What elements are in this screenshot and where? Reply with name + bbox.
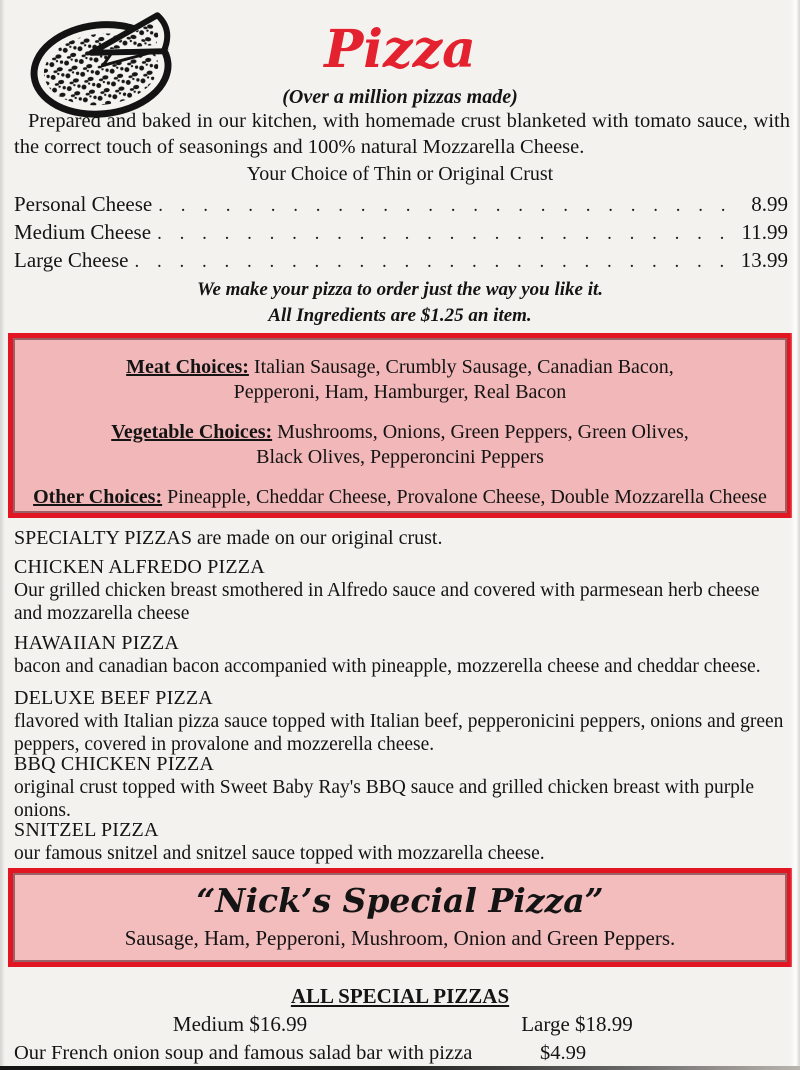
scan-edge-left	[0, 0, 5, 1070]
item-price: 8.99	[751, 192, 788, 216]
specialty-item-snitzel	[14, 819, 790, 865]
choice-items: Pineapple, Cheddar Cheese, Provalone Cheese, Double Mozzarella Cheese	[167, 486, 767, 508]
choice-label-vegetable: Vegetable Choices:	[111, 421, 273, 443]
specialty-description: Our grilled chicken breast smothered in Alfredo sauce and covered with parmesean herb cheese and mozzarella cheese	[14, 580, 760, 624]
nicks-special-box	[8, 868, 792, 967]
choice-items: Mushrooms, Onions, Green Peppers, Green Olives,	[277, 421, 689, 443]
choice-label-other: Other Choices:	[33, 486, 163, 508]
medium-special-price: Medium $16.99	[172, 1012, 308, 1036]
specialty-name: DELUXE BEEF PIZZA	[14, 687, 213, 709]
choice-line: Black Olives, Pepperoncini Peppers	[256, 446, 544, 468]
soup-salad-line	[0, 1042, 800, 1068]
item-name: Medium Cheese	[14, 220, 152, 244]
price-row-large-cheese	[14, 248, 788, 276]
specialty-description: our famous snitzel and snitzel sauce topped with mozzarella cheese.	[14, 843, 545, 864]
choice-group-other	[13, 485, 787, 510]
choice-line	[13, 420, 787, 445]
specialty-name: HAWAIIAN PIZZA	[14, 632, 180, 654]
item-name: Personal Cheese	[14, 192, 153, 216]
dot-leader	[158, 195, 728, 217]
specialty-item-deluxe-beef	[14, 687, 790, 756]
item-name: Large Cheese	[14, 248, 129, 272]
nicks-special-toppings: Sausage, Ham, Pepperoni, Mushroom, Onion and Green Peppers.	[124, 926, 676, 950]
page-title: Pizza	[324, 19, 476, 80]
choice-line	[13, 485, 787, 510]
page-subtitle: (Over a million pizzas made)	[282, 86, 518, 108]
scan-edge-bottom	[0, 1066, 800, 1070]
price-row-medium-cheese	[14, 220, 788, 248]
cheese-price-list	[14, 192, 788, 276]
choice-line: Pepperoni, Ham, Hamburger, Real Bacon	[233, 381, 567, 403]
dot-leader	[134, 251, 728, 273]
order-notes	[0, 277, 800, 329]
intro-paragraph: Prepared and baked in our kitchen, with homemade crust blanketed with tomato sauce, with the correct touch of seasonings and 100% natural Mozzarella Cheese.	[14, 110, 790, 158]
soup-salad-price: $4.99	[540, 1042, 587, 1064]
specialty-item-bbq-chicken	[14, 753, 790, 822]
choice-items: Italian Sausage, Crumbly Sausage, Canadian Bacon,	[253, 356, 674, 378]
large-special-price: Large $18.99	[521, 1012, 633, 1036]
item-price: 13.99	[740, 248, 788, 272]
soup-salad-label: Our French onion soup and famous salad bar with pizza	[14, 1042, 473, 1064]
scan-edge-right	[790, 0, 800, 1070]
nicks-special-title: “Nick’s Special Pizza”	[196, 881, 604, 920]
specialty-name: BBQ CHICKEN PIZZA	[14, 753, 215, 775]
item-price: 11.99	[741, 220, 788, 244]
price-row-personal-cheese	[14, 192, 788, 220]
specialty-description: flavored with Italian pizza sauce topped with Italian beef, pepperonicini peppers, onions and green peppers, covered in provalone and mozzerella cheese.	[14, 711, 784, 755]
specialty-intro: SPECIALTY PIZZAS are made on our original crust.	[14, 527, 443, 549]
specialty-item-chicken-alfredo	[14, 556, 790, 625]
special-size-price-row	[0, 1012, 800, 1038]
choice-line	[13, 355, 787, 380]
specialty-item-hawaiian	[14, 632, 790, 678]
choice-group-vegetable	[13, 420, 787, 470]
choice-label-meat: Meat Choices:	[126, 356, 249, 378]
dot-leader	[157, 223, 728, 245]
toppings-choices-box	[8, 333, 792, 518]
note-line-2: All Ingredients are $1.25 an item.	[268, 305, 532, 326]
specialty-description: bacon and canadian bacon accompanied with pineapple, mozzerella cheese and cheddar cheese.	[14, 656, 761, 677]
all-special-pizzas-heading: ALL SPECIAL PIZZAS	[290, 984, 510, 1008]
choice-group-meat	[13, 355, 787, 405]
specialty-description: original crust topped with Sweet Baby Ray's BBQ sauce and grilled chicken breast with purple onions.	[14, 777, 755, 821]
specialty-name: SNITZEL PIZZA	[14, 819, 159, 841]
specialty-name: CHICKEN ALFREDO PIZZA	[14, 556, 265, 578]
crust-choice-line: Your Choice of Thin or Original Crust	[246, 163, 554, 185]
note-line-1: We make your pizza to order just the way you like it.	[196, 279, 604, 300]
